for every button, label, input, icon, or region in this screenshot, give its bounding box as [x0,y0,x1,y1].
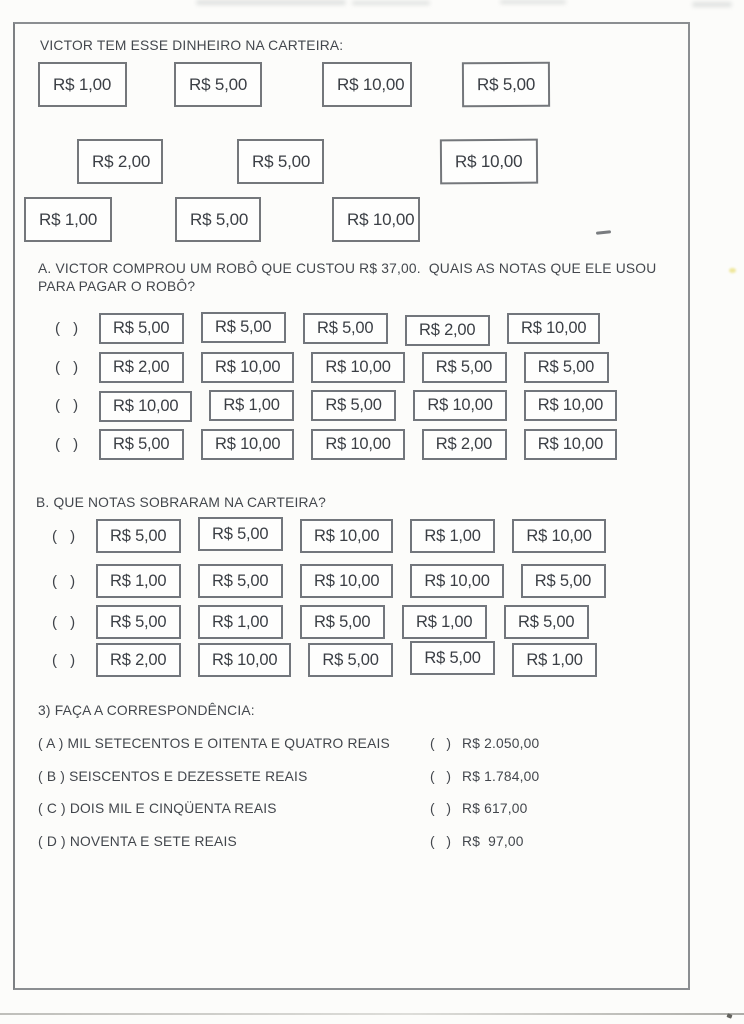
answer-checkbox[interactable]: ( ) [55,320,80,337]
money-note-box: R$ 10,00 [201,429,294,460]
money-note-box: R$ 1,00 [512,643,597,677]
wallet-row [0,197,744,243]
money-note: R$ 5,00 [462,62,550,107]
money-note-box: R$ 5,00 [521,564,606,598]
question-b-option-row-4 [52,643,614,677]
match-letter: ( B ) [38,769,66,784]
money-note-box: R$ 5,00 [96,519,181,553]
money-note-box: R$ 2,00 [96,643,181,677]
money-note: R$ 10,00 [440,139,538,185]
money-note-box: R$ 5,00 [99,429,184,460]
money-note-box: R$ 5,00 [311,390,396,421]
question-b-option-row-3 [52,605,606,639]
money-note-box: R$ 5,00 [300,605,385,639]
money-note-box: R$ 2,00 [405,315,490,346]
match-letter: ( C ) [38,801,66,816]
wallet-row [0,62,744,108]
match-item [38,834,683,849]
money-note-box: R$ 5,00 [504,605,589,639]
money-note-box: R$ 1,00 [410,519,495,553]
answer-checkbox[interactable]: ( ) [52,613,77,631]
match-answer-slot[interactable]: ( ) [430,834,453,849]
money-note: R$ 1,00 [38,62,127,107]
match-right [430,801,528,816]
money-note-box: R$ 10,00 [300,564,393,598]
money-note-box: R$ 5,00 [201,312,286,343]
scan-smudge [196,0,346,5]
intro-text: VICTOR TEM ESSE DINHEIRO NA CARTEIRA: [40,38,344,53]
question-a-option-row-4 [55,429,634,460]
match-text: MIL SETECENTOS E OITENTA E QUATRO REAIS [67,736,390,751]
money-note: R$ 5,00 [174,62,262,107]
match-letter: ( D ) [38,834,66,849]
question-b-label: B. QUE NOTAS SOBRARAM NA CARTEIRA? [36,495,326,510]
scan-smudge [500,0,566,4]
match-right [430,834,524,849]
question-b-option-row-1 [52,519,623,553]
money-note-box: R$ 1,00 [209,390,294,421]
money-note-box: R$ 1,00 [402,605,487,639]
match-value: R$ 1.784,00 [462,769,540,784]
money-note-box: R$ 2,00 [99,352,184,383]
money-note-box: R$ 10,00 [512,519,605,553]
match-letter: ( A ) [38,736,64,751]
money-note-box: R$ 10,00 [201,352,294,383]
money-note-box: R$ 5,00 [198,517,283,551]
match-value: R$ 617,00 [462,801,528,816]
scan-smudge [352,1,430,5]
money-note-box: R$ 10,00 [524,390,617,421]
money-note-box: R$ 5,00 [303,313,388,344]
match-item [38,769,683,784]
question-b-option-row-2 [52,564,623,598]
money-note: R$ 1,00 [24,197,112,242]
money-note-box: R$ 5,00 [99,313,184,344]
match-right [430,769,539,784]
money-note: R$ 10,00 [332,197,420,242]
money-note-box: R$ 5,00 [96,605,181,639]
scan-line [0,1013,744,1015]
highlighter-speck [729,268,736,273]
match-answer-slot[interactable]: ( ) [430,801,453,816]
money-note-box: R$ 10,00 [524,429,617,460]
money-note-box: R$ 2,00 [422,429,507,460]
question-a-option-row-1 [55,313,617,344]
ink-speck [726,1013,732,1019]
match-item [38,736,683,751]
money-note-box: R$ 5,00 [198,564,283,598]
money-note: R$ 5,00 [175,197,261,242]
money-note-box: R$ 10,00 [99,391,192,422]
match-left [38,769,308,784]
money-note: R$ 2,00 [77,139,163,184]
money-note-box: R$ 5,00 [308,643,393,677]
match-answer-slot[interactable]: ( ) [430,769,453,784]
match-left [38,801,277,816]
money-note: R$ 10,00 [322,62,412,107]
money-note: R$ 5,00 [237,139,324,184]
money-note-box: R$ 10,00 [300,519,393,553]
money-note-box: R$ 1,00 [198,605,283,639]
money-note-box: R$ 10,00 [311,429,404,460]
answer-checkbox[interactable]: ( ) [55,397,80,414]
match-left [38,834,237,849]
money-note-box: R$ 5,00 [410,641,495,675]
money-note-box: R$ 10,00 [413,390,506,421]
match-answer-slot[interactable]: ( ) [430,736,453,751]
money-note-box: R$ 5,00 [422,352,507,383]
match-right [430,736,539,751]
money-note-box: R$ 10,00 [410,564,503,598]
match-item [38,801,683,816]
match-value: R$ 97,00 [462,834,524,849]
answer-checkbox[interactable]: ( ) [52,651,77,669]
question-a-option-row-2 [55,352,626,383]
answer-checkbox[interactable]: ( ) [55,436,80,453]
question-a-option-row-3 [55,390,634,421]
question-3-label: 3) FAÇA A CORRESPONDÊNCIA: [38,703,255,718]
match-value: R$ 2.050,00 [462,736,540,751]
match-text: SEISCENTOS E DEZESSETE REAIS [69,769,308,784]
scan-smudge [692,2,732,7]
money-note-box: R$ 10,00 [198,643,291,677]
wallet-row [0,139,744,185]
answer-checkbox[interactable]: ( ) [52,572,77,590]
answer-checkbox[interactable]: ( ) [55,359,80,376]
match-left [38,736,390,751]
money-note-box: R$ 1,00 [96,564,181,598]
match-text: NOVENTA E SETE REAIS [69,834,237,849]
question-a-label: A. VICTOR COMPROU UM ROBÔ QUE CUSTOU R$ 37,00. QUAIS AS NOTAS QUE ELE USOU PARA PAGAR O ROBÔ? [38,261,661,294]
money-note-box: R$ 10,00 [507,313,600,344]
money-note-box: R$ 10,00 [311,352,404,383]
match-text: DOIS MIL E CINQÜENTA REAIS [69,801,277,816]
money-note-box: R$ 5,00 [524,352,609,383]
answer-checkbox[interactable]: ( ) [52,527,77,545]
